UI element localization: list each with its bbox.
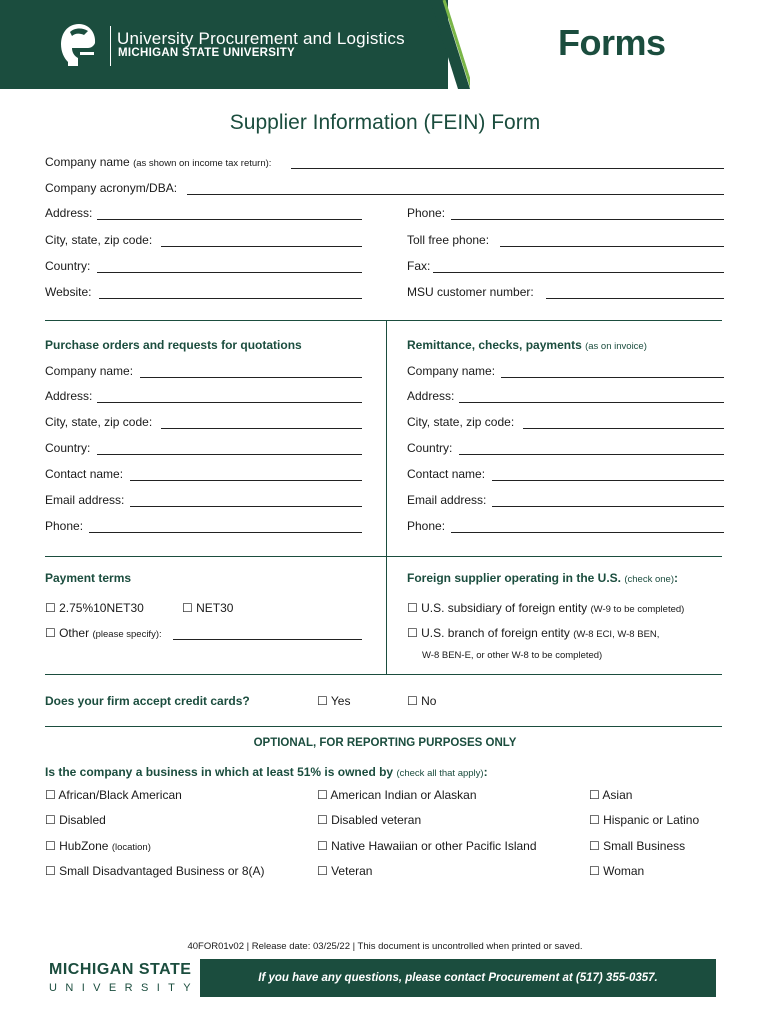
header-slash [430,0,470,89]
po-country-label: Country: [45,441,91,455]
remit-address-label: Address: [407,389,455,403]
column-divider [386,556,387,674]
veteran-checkbox[interactable]: ☐ Veteran [317,864,373,878]
city-field[interactable] [161,246,362,247]
small-business-checkbox[interactable]: ☐ Small Business [589,839,686,853]
company-name-label: Company name (as shown on income tax return): [45,155,272,169]
credit-yes-checkbox[interactable]: ☐ Yes [317,694,351,708]
document-footer-note: 40FOR01v02 | Release date: 03/25/22 | This document is uncontrolled when printed or saved. [187,941,583,952]
logo-divider [110,26,111,66]
company-acronym-label: Company acronym/DBA: [45,181,178,195]
po-email-label: Email address: [45,493,125,507]
university-name: MICHIGAN STATE UNIVERSITY [118,47,296,59]
term-other-field[interactable] [173,639,362,640]
section-divider [45,320,722,321]
remit-country-label: Country: [407,441,453,455]
payment-terms-heading: Payment terms [45,571,132,585]
woman-checkbox[interactable]: ☐ Woman [589,864,645,878]
address-field[interactable] [97,219,362,220]
address-label: Address: [45,206,93,220]
disabled-veteran-checkbox[interactable]: ☐ Disabled veteran [317,813,422,827]
remit-country-field[interactable] [459,454,724,455]
forms-heading: Forms [558,22,666,63]
country-field[interactable] [97,272,362,273]
asian-checkbox[interactable]: ☐ Asian [589,788,633,802]
us-branch-checkbox[interactable]: ☐ U.S. branch of foreign entity (W-8 ECI, W-8 BEN, [407,626,660,640]
optional-heading: OPTIONAL, FOR REPORTING PURPOSES ONLY [253,737,517,749]
small-disadvantaged-checkbox[interactable]: ☐ Small Disadvantaged Business or 8(A) [45,864,265,878]
po-contact-field[interactable] [130,480,362,481]
spartan-helmet-icon [58,22,100,68]
page-title: Supplier Information (FEIN) Form [229,111,541,134]
remit-email-field[interactable] [492,506,724,507]
hubzone-checkbox[interactable]: ☐ HubZone (location) [45,839,151,853]
disabled-checkbox[interactable]: ☐ Disabled [45,813,106,827]
po-city-field[interactable] [161,428,362,429]
remit-company-label: Company name: [407,364,496,378]
column-divider [386,320,387,556]
po-contact-label: Contact name: [45,467,124,481]
remit-contact-label: Contact name: [407,467,486,481]
remit-contact-field[interactable] [492,480,724,481]
remit-address-field[interactable] [459,402,724,403]
country-label: Country: [45,259,91,273]
fax-label: Fax: [407,259,431,273]
fax-field[interactable] [433,272,724,273]
msu-customer-field[interactable] [546,298,724,299]
term-other-checkbox[interactable]: ☐ Other (please specify): [45,626,162,640]
section-divider [45,674,722,675]
term-2.75-checkbox[interactable]: ☐ 2.75%10NET30 [45,601,144,615]
remit-city-label: City, state, zip code: [407,415,515,429]
african-american-checkbox[interactable]: ☐ African/Black American [45,788,182,802]
remit-phone-label: Phone: [407,519,446,533]
remit-city-field[interactable] [523,428,724,429]
hispanic-checkbox[interactable]: ☐ Hispanic or Latino [589,813,700,827]
native-hawaiian-checkbox[interactable]: ☐ Native Hawaiian or other Pacific Island [317,839,537,853]
po-email-field[interactable] [130,506,362,507]
us-branch-note: W-8 BEN-E, or other W-8 to be completed) [422,650,603,661]
credit-no-checkbox[interactable]: ☐ No [407,694,437,708]
po-address-field[interactable] [97,402,362,403]
section-divider [45,556,722,557]
po-address-label: Address: [45,389,93,403]
term-net30-checkbox[interactable]: ☐ NET30 [182,601,234,615]
tollfree-label: Toll free phone: [407,233,490,247]
po-country-field[interactable] [97,454,362,455]
po-heading: Purchase orders and requests for quotations [45,338,302,352]
po-company-label: Company name: [45,364,134,378]
foreign-heading: Foreign supplier operating in the U.S. (check one): [407,571,678,585]
phone-field[interactable] [451,219,724,220]
po-phone-label: Phone: [45,519,84,533]
remit-email-label: Email address: [407,493,487,507]
msu-logo-line1: MICHIGAN STATE [49,961,192,978]
us-subsidiary-checkbox[interactable]: ☐ U.S. subsidiary of foreign entity (W-9 to be completed) [407,601,685,615]
unit-name: University Procurement and Logistics [117,29,405,48]
contact-text: If you have any questions, please contact Procurement at (517) 355-0357. [258,972,658,984]
city-label: City, state, zip code: [45,233,153,247]
company-acronym-field[interactable] [187,194,724,195]
po-phone-field[interactable] [89,532,362,533]
section-divider [45,726,722,727]
phone-label: Phone: [407,206,446,220]
american-indian-checkbox[interactable]: ☐ American Indian or Alaskan [317,788,477,802]
website-label: Website: [45,285,92,299]
contact-banner [200,959,716,997]
remit-phone-field[interactable] [451,532,724,533]
remit-company-field[interactable] [501,377,724,378]
remit-heading: Remittance, checks, payments (as on invoice) [407,338,647,352]
website-field[interactable] [99,298,362,299]
msu-logo-line2: UNIVERSITY [49,982,200,994]
msu-customer-label: MSU customer number: [407,285,534,299]
po-company-field[interactable] [140,377,362,378]
tollfree-field[interactable] [500,246,724,247]
po-city-label: City, state, zip code: [45,415,153,429]
credit-card-question: Does your firm accept credit cards? [45,694,250,708]
ownership-question: Is the company a business in which at least 51% is owned by (check all that apply): [45,765,488,779]
company-name-field[interactable] [291,168,724,169]
